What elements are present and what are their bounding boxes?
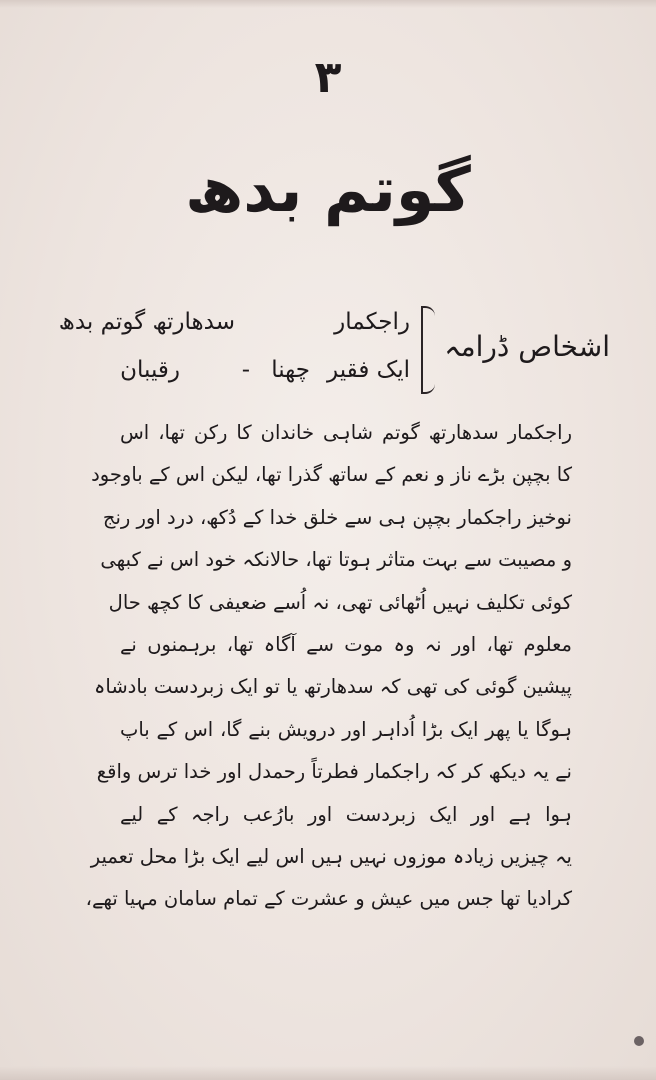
cast-label: اشخاص ڈرامہ (444, 330, 610, 363)
cast-of-characters (58, 300, 610, 410)
text-line: پیشین گوئی کی تھی کہ سدھارتھ یا تو ایک زبردست بادشاہ (93, 675, 572, 699)
page-bottom-edge-shadow (0, 1066, 656, 1080)
cast-entry: سدھارتھ گوتم بدھ (58, 309, 235, 335)
cast-entry: ایک فقیر (327, 357, 410, 383)
cast-entry: چھنا (271, 357, 310, 383)
page-top-edge-shadow (0, 0, 656, 8)
cast-separator: - (241, 357, 250, 383)
text-line: ہوا ہے اور ایک زبردست اور بارُعب راجہ کے لیے (120, 802, 572, 826)
cast-entry: راجکمار (334, 309, 410, 335)
text-line: کا بچپن بڑے ناز و نعم کے ساتھ گذرا تھا، لیکن اس کے باوجود (91, 463, 572, 487)
text-line: یہ چیزیں زیادہ موزوں نہیں ہیں اس لیے ایک بڑا محل تعمیر (90, 844, 572, 868)
chapter-title: گوتم بدھ (185, 153, 471, 226)
brace-bracket (421, 306, 435, 394)
text-line: کرادیا تھا جس میں عیش و عشرت کے تمام سامان مہیا تھے، (85, 887, 572, 911)
text-line: نے یہ دیکھ کر کہ راجکمار فطرتاً رحمدل اور خدا ترس واقع (96, 760, 572, 784)
body-paragraph (85, 412, 572, 921)
text-line: معلوم تھا، اور نہ وہ موت سے آگاہ تھا، برہمنوں نے (120, 632, 572, 656)
text-line: ہوگا یا پھر ایک بڑا اُداہر اور درویش بنے گا، اس کے باپ (120, 717, 572, 741)
text-line: نوخیز راجکمار بچپن ہی سے خلق خدا کے دُکھ، درد اور رنج (102, 505, 572, 529)
page-number: ۳ (314, 52, 342, 103)
text-line: کوئی تکلیف نہیں اُٹھائی تھی، نہ اُسے ضعیفی کا کچھ حال (108, 590, 572, 614)
cast-entry: رقیبان (120, 357, 180, 383)
text-line: راجکمار سدھارتھ گوتم شاہی خاندان کا رکن تھا، اس (120, 421, 572, 444)
text-line: و مصیبت سے بہت متاثر ہوتا تھا، حالانکہ خود اس نے کبھی (100, 548, 572, 572)
page-spot-mark (634, 1036, 644, 1046)
